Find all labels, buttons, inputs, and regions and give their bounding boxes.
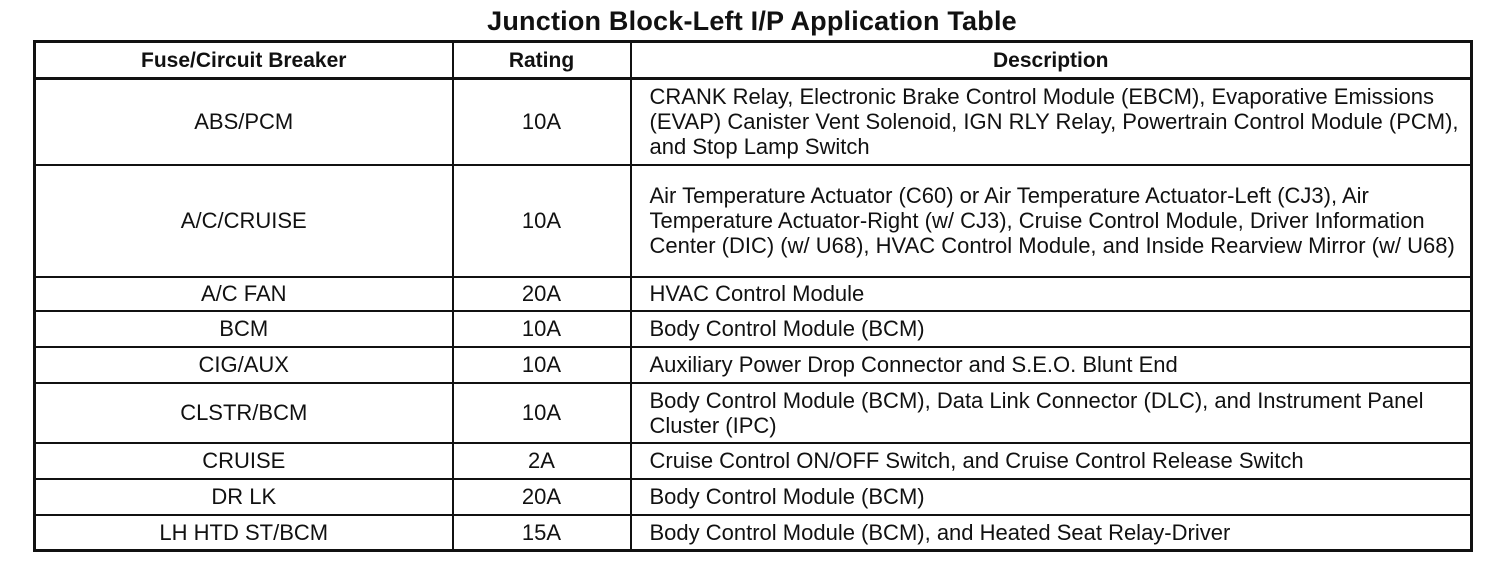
description-cell: CRANK Relay, Electronic Brake Control Module (EBCM), Evaporative Emissions (EVAP) Canister Vent Solenoid, IGN RLY Relay, Powertrain Control Module (PCM), and Stop Lamp Switch xyxy=(631,79,1472,165)
table-row xyxy=(35,479,1472,515)
rating-cell: 10A xyxy=(453,165,631,277)
fuse-cell: A/C/CRUISE xyxy=(35,165,453,277)
fuse-cell: CLSTR/BCM xyxy=(35,383,453,443)
description-cell: Auxiliary Power Drop Connector and S.E.O. Blunt End xyxy=(631,347,1472,383)
fuse-cell: DR LK xyxy=(35,479,453,515)
rating-cell: 15A xyxy=(453,515,631,551)
rating-cell: 10A xyxy=(453,347,631,383)
table-row xyxy=(35,277,1472,311)
fuse-cell: LH HTD ST/BCM xyxy=(35,515,453,551)
table-row xyxy=(35,443,1472,479)
fuse-cell: BCM xyxy=(35,311,453,347)
fuse-cell: CIG/AUX xyxy=(35,347,453,383)
rating-cell: 10A xyxy=(453,311,631,347)
description-cell: Body Control Module (BCM), and Heated Seat Relay-Driver xyxy=(631,515,1472,551)
table-row xyxy=(35,79,1472,165)
table-row xyxy=(35,311,1472,347)
fuse-cell: ABS/PCM xyxy=(35,79,453,165)
description-cell: HVAC Control Module xyxy=(631,277,1472,311)
fuse-cell: A/C FAN xyxy=(35,277,453,311)
description-cell: Body Control Module (BCM), Data Link Connector (DLC), and Instrument Panel Cluster (IPC) xyxy=(631,383,1472,443)
table-row xyxy=(35,165,1472,277)
description-cell: Body Control Module (BCM) xyxy=(631,479,1472,515)
description-cell: Body Control Module (BCM) xyxy=(631,311,1472,347)
fuse-cell: CRUISE xyxy=(35,443,453,479)
header-rating: Rating xyxy=(453,42,631,79)
rating-cell: 2A xyxy=(453,443,631,479)
table-title: Junction Block-Left I/P Application Table xyxy=(487,6,1017,36)
table-row xyxy=(35,383,1472,443)
description-cell: Cruise Control ON/OFF Switch, and Cruise Control Release Switch xyxy=(631,443,1472,479)
rating-cell: 10A xyxy=(453,79,631,165)
application-table xyxy=(33,40,1473,552)
rating-cell: 20A xyxy=(453,479,631,515)
table-row xyxy=(35,515,1472,551)
rating-cell: 20A xyxy=(453,277,631,311)
table-row xyxy=(35,347,1472,383)
description-cell: Air Temperature Actuator (C60) or Air Temperature Actuator-Left (CJ3), Air Temperature Actuator-Right (w/ CJ3), Cruise Control Module, Driver Information Center (DIC) (w/ U68), HVAC Control Module, and Inside Rearview Mirror (w/ U68) xyxy=(631,165,1472,277)
header-fuse: Fuse/Circuit Breaker xyxy=(35,42,453,79)
rating-cell: 10A xyxy=(453,383,631,443)
header-row xyxy=(35,42,1472,79)
header-description: Description xyxy=(631,42,1472,79)
